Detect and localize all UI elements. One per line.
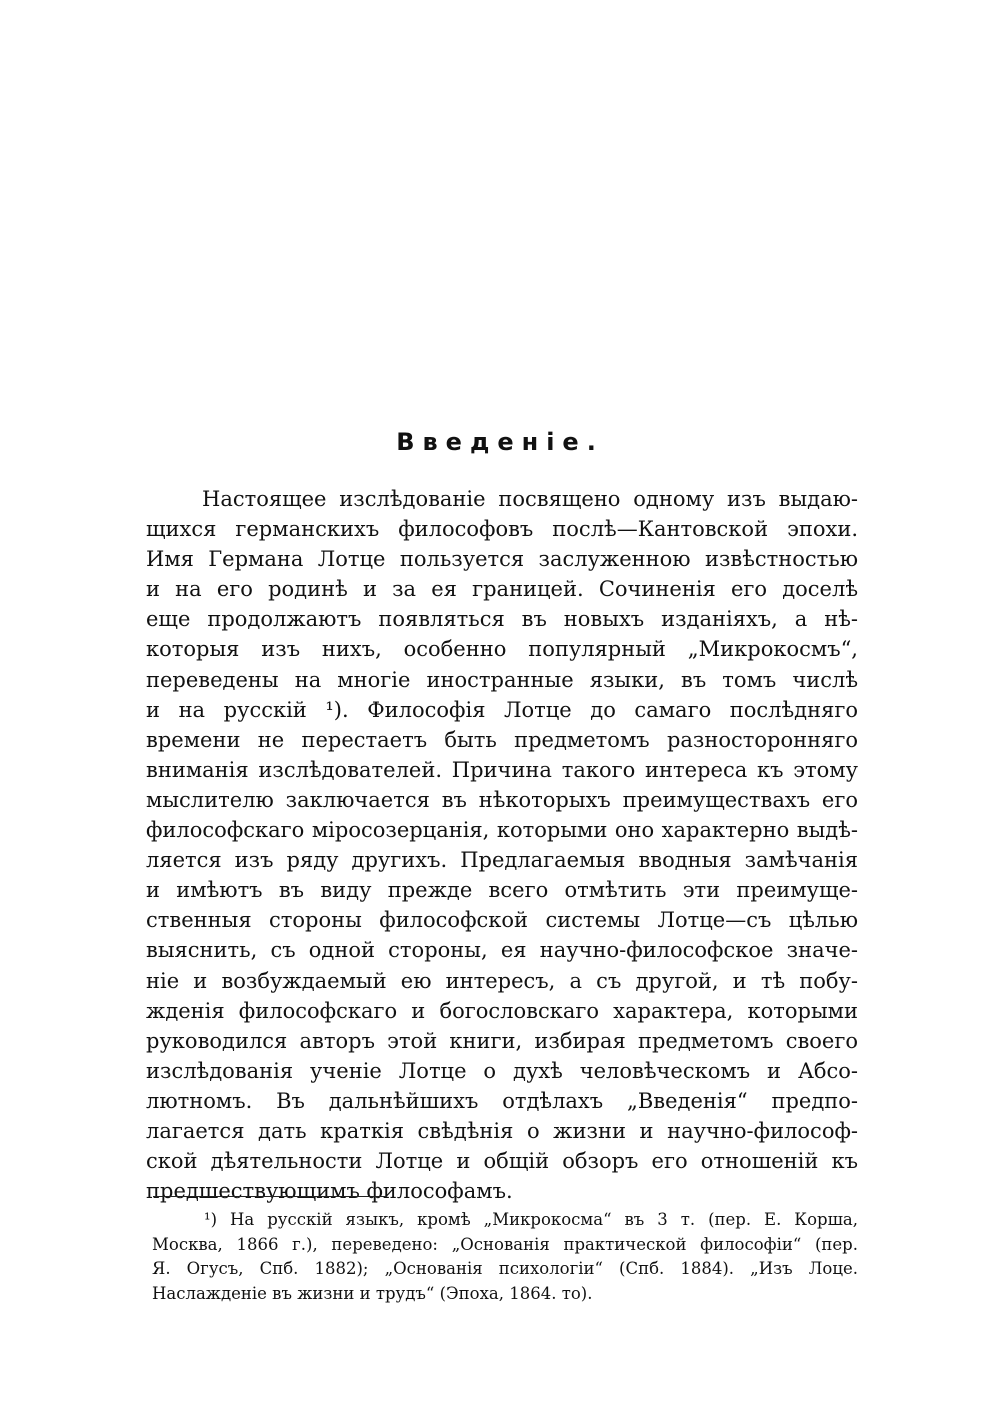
paragraph-line: и на русскій ¹). Философія Лотце до самаго послѣдняго [146,697,858,722]
footnote [152,1208,858,1306]
paragraph-line: ніе и возбуждаемый ею интересъ, а съ другой, и тѣ побу- [146,968,858,993]
paragraph-line: руководился авторъ этой книги, избирая предметомъ своего [146,1028,858,1053]
paragraph-line: щихся германскихъ философовъ послѣ—Кантовской эпохи. [146,517,858,542]
paragraph-line: изслѣдованія ученіе Лотце о духѣ человѣческомъ и Абсо- [146,1058,858,1083]
paragraph-line: и имѣютъ въ виду прежде всего отмѣтить эти преимуще- [146,878,858,903]
paragraph-line: которыя изъ нихъ, особенно популярный „Микрокосмъ“, [146,637,858,662]
paragraph-line: ственныя стороны философской системы Лотце—съ цѣлью [146,908,858,933]
footnote-line: Москва, 1866 г.), переведено: „Основанія практической философіи“ (пер. [152,1234,858,1254]
paragraph-line: мыслителю заключается въ нѣкоторыхъ преимуществахъ его [146,787,858,812]
footnote-line: Я. Огусъ, Спб. 1882); „Основанія психологіи“ (Спб. 1884). „Изъ Лоце. [152,1259,858,1278]
paragraph-line: лагается дать краткія свѣдѣнія о жизни и научно-философ- [146,1118,858,1143]
paragraph-line: Настоящее изслѣдованіе посвящено одному изъ выдаю- [202,487,858,511]
paragraph-line: жденія философскаго и богословскаго характера, которыми [146,998,858,1023]
paragraph-line: ской дѣятельности Лотце и общій обзоръ его отношеній къ [146,1149,858,1174]
paragraph-line: времени не перестаетъ быть предметомъ разносторонняго [146,727,858,752]
paragraph-line: ляется изъ ряду другихъ. Предлагаемыя вводныя замѣчанія [146,848,858,873]
paragraph-line: еще продолжаютъ появляться въ новыхъ изданіяхъ, а нѣ- [146,607,858,632]
body-paragraph [146,484,858,1206]
chapter-heading: Введеніе. [396,428,604,456]
paragraph-line: Имя Германа Лотце пользуется заслуженною извѣстностью [146,547,858,572]
footnote-separator [153,1196,387,1197]
paragraph-line: и на его родинѣ и за ея границей. Сочиненія его доселѣ [146,577,858,602]
paragraph-line: переведены на многіе иностранные языки, въ томъ числѣ [146,667,858,692]
footnote-line: ¹) На русскій языкъ, кромѣ „Микрокосма“ въ 3 т. (пер. Е. Корша, [204,1210,858,1229]
paragraph-line: философскаго міросозерцанія, которыми оно характерно выдѣ- [146,818,858,843]
paragraph-line: лютномъ. Въ дальнѣйшихъ отдѣлахъ „Введенія“ предпо- [146,1088,858,1113]
footnote-line: Наслажденіе въ жизни и трудъ“ (Эпоха, 1864. то). [152,1283,593,1303]
paragraph-line: вниманія изслѣдователей. Причина такого интереса къ этому [146,757,858,782]
paragraph-line: выяснить, съ одной стороны, ея научно-философское значе- [146,938,858,963]
paragraph-line: предшествующимъ философамъ. [146,1179,513,1204]
